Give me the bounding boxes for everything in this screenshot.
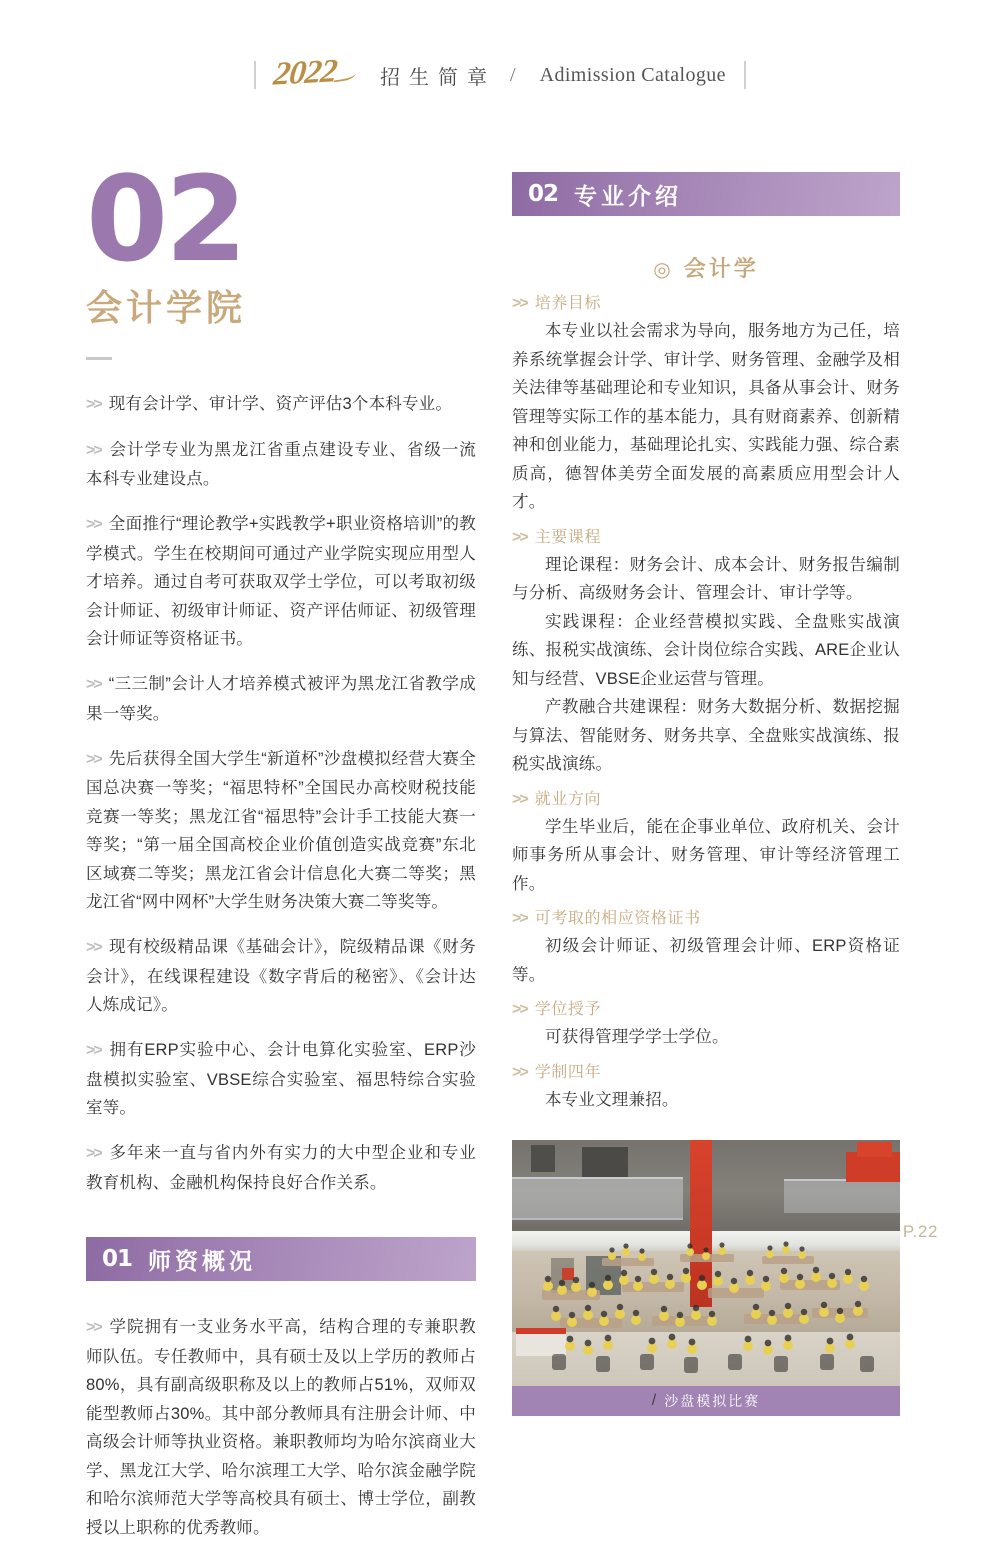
section-body-practice: 实践课程：企业经营模拟实践、全盘账实战演练、报税实战演练、会计岗位综合实践、ARE企业认知与经营、VBSE企业运营与管理。 xyxy=(512,612,900,688)
vertical-rule-icon xyxy=(744,61,746,89)
section-body-integration: 产教融合共建课程：财务大数据分析、数据挖掘与算法、智能财务、财务共享、全盘账实战演练、报税实战演练。 xyxy=(512,698,900,773)
section-label-text: 培养目标 xyxy=(534,295,602,312)
chevron-icon: >> xyxy=(86,676,101,694)
chevron-icon: >> xyxy=(512,295,527,312)
faculty-text: 学院拥有一支业务水平高，结构合理的专兼职教师队伍。专任教师中，具有硕士及以上学历的教师占80%，具有副高级职称及以上的教师占51%，双师双能型教师占30%。其中部分教师具有注册会计师、中高级会计师等执业资格。兼职教师均为哈尔滨商业大学、黑龙江大学、哈尔滨理工大学、哈尔滨金融学院和哈尔滨师范大学等高校具有硕士、博士学位，副教授以上职称的优秀教师。 xyxy=(86,1318,476,1537)
chevron-icon: >> xyxy=(86,395,101,413)
bullet-item xyxy=(86,933,476,1020)
chevron-icon: >> xyxy=(86,516,101,534)
chevron-icon: >> xyxy=(512,1001,527,1018)
chevron-icon: >> xyxy=(512,528,527,546)
chevron-icon: >> xyxy=(86,441,101,459)
double-circle-icon: ◎ xyxy=(653,259,674,281)
bullet-text: 先后获得全国大学生“新道杯”沙盘模拟经营大赛全国总决赛一等奖；“福思特杯”全国民办高校财税技能竞赛一等奖；黑龙江省“福思特”会计手工技能大赛一等奖；“第一届全国高校企业价值创造实战竞赛”东北区域赛二等奖；黑龙江省会计信息化大赛二等奖；黑龙江省“网中网杯”大学生财务决策大赛二等奖等。 xyxy=(86,749,476,912)
section-body-theory: 理论课程：财务会计、成本会计、财务报告编制与分析、高级财务会计、管理会计、审计学等。 xyxy=(512,555,900,602)
section-main-courses xyxy=(512,524,900,779)
section-body: 初级会计师证、初级管理会计师、ERP资格证等。 xyxy=(512,937,900,984)
photo-block xyxy=(512,1140,900,1416)
section-label xyxy=(512,524,900,551)
section-label-text: 可考取的相应资格证书 xyxy=(534,910,701,927)
left-column xyxy=(86,150,476,1543)
right-column xyxy=(512,172,900,1416)
divider-dash xyxy=(86,357,112,360)
banner-number: 02 xyxy=(528,181,559,207)
section-label xyxy=(512,905,900,932)
section-label-text: 学制四年 xyxy=(534,1063,602,1081)
header-slash: / xyxy=(510,63,516,86)
caption-slash: / xyxy=(651,1392,657,1409)
bullet-item xyxy=(86,436,476,494)
left-bullet-list xyxy=(86,390,476,1198)
section-body: 本专业文理兼招。 xyxy=(545,1090,679,1109)
section-certificates xyxy=(512,905,900,989)
bullet-item xyxy=(86,1139,476,1197)
bullet-item xyxy=(86,745,476,917)
section-body: 可获得管理学学士学位。 xyxy=(545,1028,729,1046)
section-label xyxy=(512,996,900,1023)
faculty-paragraph xyxy=(86,1313,476,1542)
chevron-icon: >> xyxy=(86,939,101,957)
section-label xyxy=(512,290,900,317)
chapter-number: 02 xyxy=(86,150,245,288)
section-body: 本专业以社会需求为导向，服务地方为己任，培养系统掌握会计学、审计学、财务管理、金融学及相关法律等基础理论和专业知识，具备从事会计、财务管理等实际工作的基本能力，具有财商素养、创新精神和创业能力，基础理论扎实、实践能力强、综合素质高，德智体美劳全面发展的高素质应用型会计人才。 xyxy=(512,322,900,511)
photo-sandtable-competition xyxy=(512,1140,900,1386)
section-label-text: 主要课程 xyxy=(534,528,602,546)
chevron-icon: >> xyxy=(86,750,101,768)
page-header xyxy=(0,52,1000,98)
bullet-item xyxy=(86,670,476,728)
subject-name: 会计学 xyxy=(683,256,759,281)
chapter-name: 会计学院 xyxy=(86,287,247,329)
bullet-text: 现有校级精品课《基础会计》，院级精品课《财务会计》，在线课程建设《数字背后的秘密》、《会计达人炼成记》。 xyxy=(86,938,476,1015)
chevron-icon: >> xyxy=(86,1042,101,1060)
section-banner-faculty xyxy=(86,1237,476,1281)
bullet-item xyxy=(86,1036,476,1123)
section-degree xyxy=(512,996,900,1052)
bullet-item xyxy=(86,390,476,420)
bullet-text: 会计学专业为黑龙江省重点建设专业、省级一流本科专业建设点。 xyxy=(86,440,476,489)
section-body: 学生毕业后，能在企事业单位、政府机关、会计师事务所从事会计、财务管理、审计等经济管理工作。 xyxy=(512,817,900,893)
bullet-text: 多年来一直与省内外有实力的大中型企业和专业教育机构、金融机构保持良好合作关系。 xyxy=(86,1144,476,1192)
chevron-icon: >> xyxy=(86,1319,101,1337)
bullet-text: 全面推行“理论教学+实践教学+职业资格培训”的教学模式。学生在校期间可通过产业学院实现应用型人才培养。通过自考可获取双学士学位，可以考取初级会计师证、初级审计师证、资产评估师证、初级管理会计师证等资格证书。 xyxy=(86,515,476,649)
photo-crowd-overlay xyxy=(512,1140,900,1386)
banner-title: 师资概况 xyxy=(148,1248,257,1274)
subject-heading xyxy=(512,252,900,283)
vertical-rule-icon xyxy=(254,61,256,89)
section-label xyxy=(512,1059,900,1086)
section-training-goal xyxy=(512,290,900,517)
banner-number: 01 xyxy=(102,1246,133,1273)
section-duration xyxy=(512,1059,900,1115)
section-label-text: 学位授予 xyxy=(534,1001,602,1018)
page-number: P.22 xyxy=(902,1222,938,1241)
photo-caption-bar xyxy=(512,1386,900,1416)
header-title-cn: 招生简章 xyxy=(380,66,497,89)
bullet-text: “三三制”会计人才培养模式被评为黑龙江省教学成果一等奖。 xyxy=(86,675,476,723)
bullet-text: 现有会计学、审计学、资产评估3个本科专业。 xyxy=(108,394,453,413)
chevron-icon: >> xyxy=(86,1145,101,1163)
bullet-text: 拥有ERP实验中心、会计电算化实验室、ERP沙盘模拟实验室、VBSE综合实验室、福思特综合实验室等。 xyxy=(86,1041,476,1118)
header-title-en: Adimission Catalogue xyxy=(539,63,726,86)
section-employment xyxy=(512,786,900,899)
chevron-icon: >> xyxy=(512,790,527,808)
chevron-icon: >> xyxy=(512,910,527,927)
section-banner-major xyxy=(512,172,900,216)
section-label-text: 就业方向 xyxy=(534,790,602,808)
year-script-mark: 2022 xyxy=(271,52,339,93)
banner-title: 专业介绍 xyxy=(574,183,683,209)
photo-caption: 沙盘模拟比赛 xyxy=(664,1393,761,1409)
bullet-item xyxy=(86,510,476,654)
chevron-icon: >> xyxy=(512,1063,527,1081)
section-label xyxy=(512,786,900,813)
